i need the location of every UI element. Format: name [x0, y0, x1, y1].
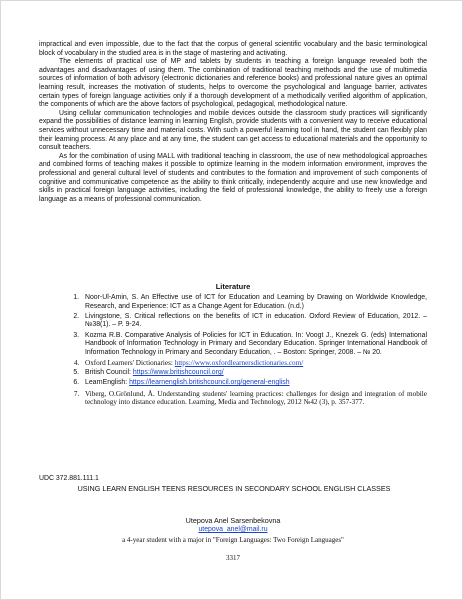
literature-heading: Literature [215, 282, 251, 291]
reference-list [39, 294, 427, 408]
reference-item [81, 313, 427, 330]
reference-link[interactable]: https://learnenglish.britishcouncil.org/general-english [129, 379, 290, 387]
reference-item [81, 369, 427, 378]
page-number: 3317 [226, 554, 240, 562]
paragraph: Using cellular communication technologies and mobile devices outside the classroom study practices will significantly expand the possibilities of distance learning in learning English, provide students with a convenient way to receive educational services without unnecessary time and material costs. With such a powerful learning tool in hand, the student can flexibly plan their learning process. At any place and at any time, the student can get access to educational materials and the opportunity to consult teachers. [39, 109, 427, 152]
reference-prefix: LearnEnglish: [85, 379, 130, 387]
paragraph: impractical and even impossible, due to the fact that the corpus of general scientific vocabulary and the basic terminological block of vocabulary in the studied area is in the stage of mastering and activating. [39, 41, 427, 57]
author-name: Utepova Anel Sarsenbekovna [185, 516, 281, 525]
reference-text: Noor-Ul-Amin, S. An Effective use of ICT for Education and Learning by Drawing on Worldwide Knowledge, Research, and Experience: ICT as a Change Agent for Education. (n.d.) [85, 294, 427, 310]
author-email-line [39, 526, 427, 533]
body-text [39, 41, 427, 204]
paragraph: The elements of practical use of MP and tablets by students in teaching a foreign language revealed both the advantages and disadvantages of using them. The combination of traditional teaching methods and the use of multimedia sources of information of both advisory (electronic dictionaries and reference books) and professional nature gives an optimal learning result, increases the motivation of students, helps to overcome the psychological and language barrier, activates certain types of foreign language activities only if a thorough development of a methodically verified algorithm of application, the components of which are the above factors of psychological, pedagogical, methodological nature. [39, 58, 427, 109]
paragraph: As for the combination of using MALL with traditional teaching in classroom, the use of new methodological approaches and combined forms of teaching makes it possible to optimize learning in the modern information environment, improves the professional and general cultural level of students and contributes to the formation and improvement of such components of cognitive and communicative competence as the ability to think critically, independently acquire and use new knowledge and skills in practical foreign language activities, including the field of professional knowledge, the ability to freely use a foreign language as a means of professional communication. [39, 152, 427, 203]
author-email-link[interactable]: utepova_anel@mail.ru [198, 526, 268, 533]
reference-link[interactable]: https://www.oxfordlearnersdictionaries.com/ [174, 358, 304, 367]
reference-item [81, 390, 427, 407]
reference-item [81, 379, 427, 388]
udc-code: UDC 372.881.111.1 [39, 475, 99, 482]
reference-text: Kozma R.B. Comparative Analysis of Policies for ICT in Education. In: Voogt J., Knezek G. (eds) International Handbook of Information Technology in Primary and Secondary Education. Springer International Handbook of Information Technology in Primary and Secondary Education, . – Boston: Springer, 2008. – № 20. [85, 331, 427, 356]
author-affiliation: a 4-year student with a major in "Foreign Languages: Two Foreign Languages" [122, 536, 344, 544]
reference-prefix: British Council: [85, 369, 133, 377]
reference-item [81, 359, 427, 368]
reference-item [81, 332, 427, 358]
reference-prefix: Oxford Learners' Dictionaries: [85, 358, 175, 367]
reference-item [81, 294, 427, 311]
reference-text: Viberg, O.Grönlund, Å. Understanding students' learning practices: challenges for design and integration of mobile technology into distance education. Learning, Media and Technology, 2012 №42 (3), p. 357-377. [85, 389, 427, 407]
reference-link[interactable]: https://www.britishcouncil.org/ [132, 369, 224, 377]
reference-text: Livingstone, S. Critical reflections on the benefits of ICT in education. Oxford Review of Education, 2012. – №38(1). – P. 9-24. [85, 312, 427, 329]
article-title: USING LEARN ENGLISH TEENS RESOURCES IN SECONDARY SCHOOL ENGLISH CLASSES [77, 484, 391, 493]
